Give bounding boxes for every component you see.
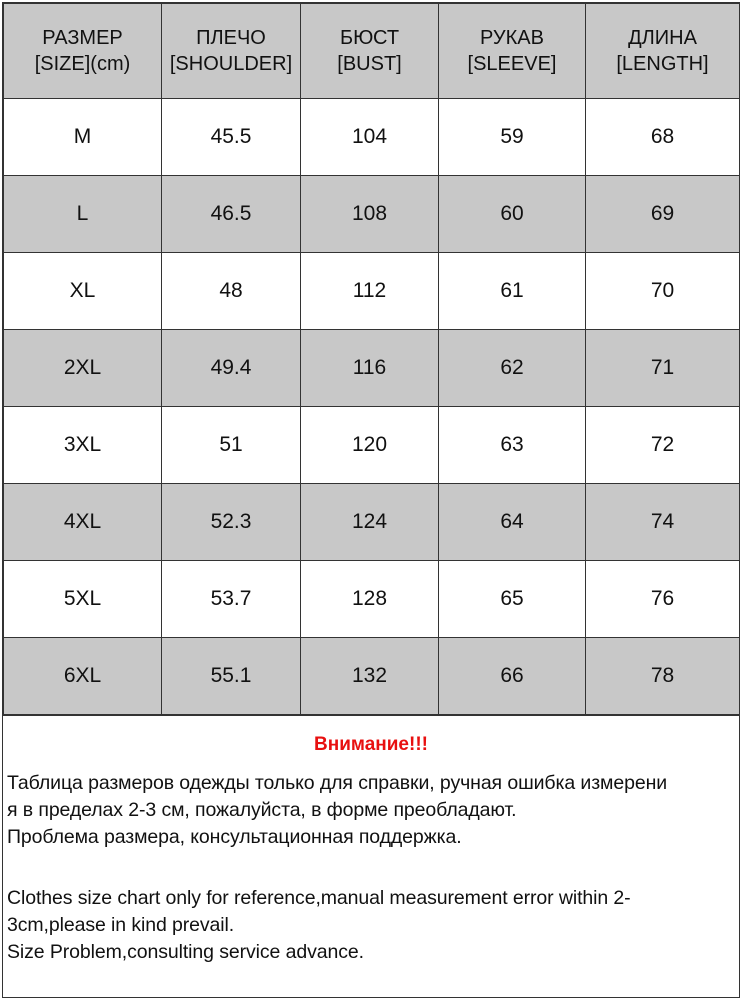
cell-bust: 132 [301, 638, 439, 715]
note-russian [3, 770, 739, 851]
cell-sleeve: 63 [439, 407, 586, 484]
header-size: РАЗМЕР [SIZE](cm) [4, 4, 162, 99]
cell-length: 71 [586, 330, 740, 407]
cell-size: 4XL [4, 484, 162, 561]
cell-sleeve: 64 [439, 484, 586, 561]
note-english [3, 885, 739, 966]
cell-bust: 120 [301, 407, 439, 484]
cell-length: 69 [586, 176, 740, 253]
table-row [4, 176, 740, 253]
cell-bust: 104 [301, 99, 439, 176]
cell-size: 6XL [4, 638, 162, 715]
table-row [4, 484, 740, 561]
header-sleeve: РУКАВ [SLEEVE] [439, 4, 586, 99]
cell-shoulder: 48 [162, 253, 301, 330]
header-row [4, 4, 740, 99]
cell-shoulder: 49.4 [162, 330, 301, 407]
note-en-line: 3cm,please in kind prevail. [7, 914, 235, 936]
size-table [3, 3, 740, 715]
cell-sleeve: 60 [439, 176, 586, 253]
header-bust: БЮСТ [BUST] [301, 4, 439, 99]
cell-shoulder: 52.3 [162, 484, 301, 561]
cell-size: 2XL [4, 330, 162, 407]
cell-sleeve: 65 [439, 561, 586, 638]
cell-size: 3XL [4, 407, 162, 484]
cell-length: 74 [586, 484, 740, 561]
table-row [4, 638, 740, 715]
header-length: ДЛИНА [LENGTH] [586, 4, 740, 99]
header-shoulder: ПЛЕЧО [SHOULDER] [162, 4, 301, 99]
table-row [4, 253, 740, 330]
cell-size: M [4, 99, 162, 176]
cell-size: L [4, 176, 162, 253]
cell-bust: 112 [301, 253, 439, 330]
note-en-line: Clothes size chart only for reference,manual measurement error within 2- [7, 887, 631, 909]
cell-sleeve: 62 [439, 330, 586, 407]
note-ru-line: я в пределах 2-3 см, пожалуйста, в форме преобладают. [7, 799, 517, 821]
cell-bust: 124 [301, 484, 439, 561]
cell-shoulder: 46.5 [162, 176, 301, 253]
cell-sleeve: 66 [439, 638, 586, 715]
notes-section [3, 715, 739, 997]
cell-shoulder: 51 [162, 407, 301, 484]
cell-length: 76 [586, 561, 740, 638]
cell-bust: 128 [301, 561, 439, 638]
cell-length: 70 [586, 253, 740, 330]
table-row [4, 99, 740, 176]
table-row [4, 561, 740, 638]
size-chart [2, 2, 740, 998]
table-row [4, 407, 740, 484]
cell-bust: 108 [301, 176, 439, 253]
cell-sleeve: 61 [439, 253, 586, 330]
note-ru-line: Таблица размеров одежды только для справки, ручная ошибка измерени [7, 772, 668, 794]
cell-length: 68 [586, 99, 740, 176]
cell-size: 5XL [4, 561, 162, 638]
cell-bust: 116 [301, 330, 439, 407]
cell-sleeve: 59 [439, 99, 586, 176]
cell-shoulder: 53.7 [162, 561, 301, 638]
cell-shoulder: 45.5 [162, 99, 301, 176]
spacer [3, 851, 739, 885]
cell-size: XL [4, 253, 162, 330]
table-row [4, 330, 740, 407]
cell-shoulder: 55.1 [162, 638, 301, 715]
cell-length: 78 [586, 638, 740, 715]
note-ru-line: Проблема размера, консультационная поддержка. [7, 826, 462, 848]
cell-length: 72 [586, 407, 740, 484]
note-en-line: Size Problem,consulting service advance. [7, 941, 364, 963]
attention-heading: Внимание!!! [314, 734, 428, 755]
